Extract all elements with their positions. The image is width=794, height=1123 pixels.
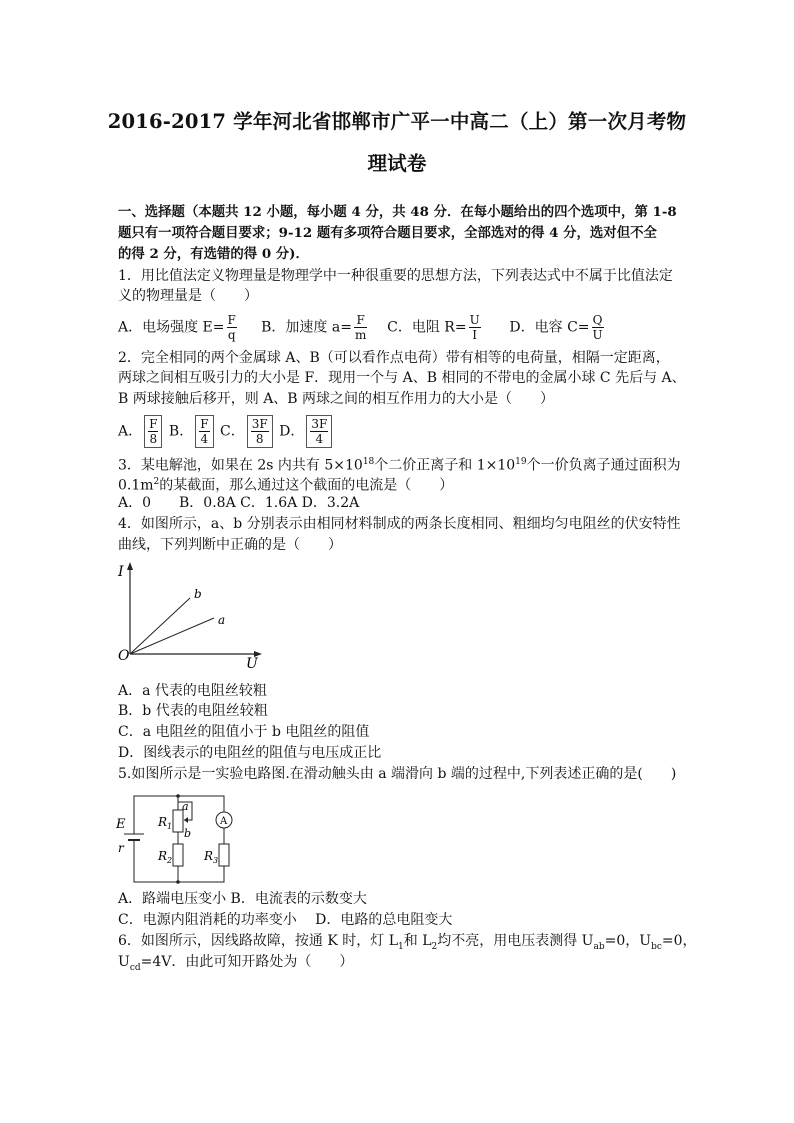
q2-stem-line1: 2．完全相同的两个金属球 A、B（可以看作点电荷）带有相等的电荷量，相隔一定距离，: [118, 350, 670, 366]
q5-r1: [173, 810, 183, 832]
q2-d-fraction: $\frac{3F}{4}$: [306, 415, 332, 448]
q3-options: A．0 B．0.8A C．1.6A D．3.2A: [118, 495, 360, 511]
q1-options: [118, 313, 606, 342]
q2-a-fraction: $\frac{F}{8}$: [144, 415, 162, 448]
q5-r2: [173, 844, 183, 866]
q5-label-b: b: [184, 827, 192, 840]
q2-b-fraction: $\frac{F}{4}$: [195, 415, 213, 448]
q2-options: [118, 415, 334, 448]
q4-y-arrow: [127, 562, 133, 570]
q4-iu-graph: [112, 558, 272, 670]
q4-option-a: A．a 代表的电阻丝较粗: [118, 683, 267, 699]
q1-c-fraction: $\frac{U}{I}$: [469, 313, 480, 342]
q3-stem-line2: $0.1m^2$的某截面，那么通过这个截面的电流是（ ）: [118, 477, 454, 494]
q4-line-b: [130, 598, 190, 654]
q6-stem-line2: $U_{cd}=4V$．由此可知开路处为（ ）: [118, 954, 354, 973]
q1-option-c: C．电阻 R=: [387, 319, 467, 336]
q2-stem-line2: 两球之间相互吸引力的大小是 F．现用一个与 A、B 相同的不带电的金属小球 C 先后与 A、: [118, 370, 686, 386]
q6-stem-line1: 6．如图所示，因线路故障，按通 K 时，灯 $L_1$和 $L_2$均不亮，用电压表测得 $U_{ab}=0$，$U_{bc}=0$，: [118, 933, 697, 952]
q4-label-b: b: [194, 587, 202, 601]
q1-stem-line2: 义的物理量是（ ）: [118, 288, 258, 304]
q5-options-ab: A．路端电压变小 B．电流表的示数变大: [118, 891, 367, 907]
q2-c-fraction: $\frac{3F}{8}$: [247, 415, 273, 448]
q4-label-a: a: [218, 613, 226, 627]
q5-label-r: r: [118, 841, 124, 855]
q2-stem-line3: B 两球接触后移开，则 A、B 两球之间的相互作用力的大小是（ ）: [118, 391, 555, 407]
q4-option-d: D．图线表示的电阻丝的阻值与电压成正比: [118, 745, 382, 761]
q4-stem-line1: 4．如图所示，a、b 分别表示由相同材料制成的两条长度相同、粗细均匀电阻丝的伏安特性: [118, 516, 681, 532]
q1-option-a: A．电场强度 E=: [118, 319, 225, 336]
q4-stem-line2: 曲线，下列判断中正确的是（ ）: [118, 537, 342, 553]
q5-label-r1: $R_1$: [158, 815, 173, 831]
q5-r3: [219, 844, 229, 866]
section-instructions-line2: 题只有一项符合题目要求；9-12 题有多项符合题目要求，全部选对的得 4 分，选对但不全: [118, 225, 657, 241]
q2-option-b: B．: [168, 423, 194, 440]
q4-label-i: I: [118, 564, 124, 580]
q5-stem-line1: 5.如图所示是一实验电路图.在滑动触头由 a 端滑向 b 端的过程中,下列表述正确的是( ): [118, 766, 677, 782]
q5-label-r2: $R_2$: [158, 849, 173, 865]
q3-stem-line1: 3．某电解池，如果在 2s 内共有 $5\times 10^{18}$个二价正离子和 $1\times 10^{19}$个一价负离子通过面积为: [118, 457, 681, 474]
q4-label-u: U: [246, 656, 258, 670]
q5-label-ammeter: A: [220, 816, 228, 827]
exam-title-line2: 理试卷: [367, 152, 427, 175]
section-instructions-line3: 的得 2 分，有选错的得 0 分)．: [118, 246, 309, 262]
exam-title-line1: 2016-2017 学年河北省邯郸市广平一中高二（上）第一次月考物: [107, 110, 687, 133]
q5-options-cd: C．电源内阻消耗的功率变小 D．电路的总电阻变大: [118, 912, 453, 928]
q1-a-fraction: $\frac{F}{q}$: [227, 313, 236, 342]
q1-option-d: D．电容 C=: [509, 319, 590, 336]
q5-circuit-diagram: [112, 790, 252, 886]
q4-option-c: C．a 电阻丝的阻值小于 b 电阻丝的阻值: [118, 724, 370, 740]
q1-option-b: B．加速度 a=: [261, 319, 352, 336]
q2-option-d: D．: [279, 423, 305, 440]
q2-option-a: A．: [118, 423, 143, 440]
q4-option-b: B．b 代表的电阻丝较粗: [118, 703, 268, 719]
q5-label-a: a: [182, 800, 189, 813]
q1-stem-line1: 1．用比值法定义物理量是物理学中一种很重要的思想方法，下列表达式中不属于比值法定: [118, 268, 673, 284]
q1-b-fraction: $\frac{F}{m}$: [354, 313, 367, 342]
section-instructions-line1: 一、选择题（本题共 12 小题，每小题 4 分，共 48 分．在每小题给出的四个选项中，第 1-8: [118, 204, 677, 220]
q2-option-c: C．: [219, 423, 245, 440]
q1-d-fraction: $\frac{Q}{U}$: [592, 313, 603, 342]
q4-line-a: [130, 618, 214, 654]
q5-label-e: E: [116, 817, 126, 832]
q5-label-r3: $R_3$: [204, 849, 219, 865]
q4-label-origin: O: [118, 648, 130, 664]
